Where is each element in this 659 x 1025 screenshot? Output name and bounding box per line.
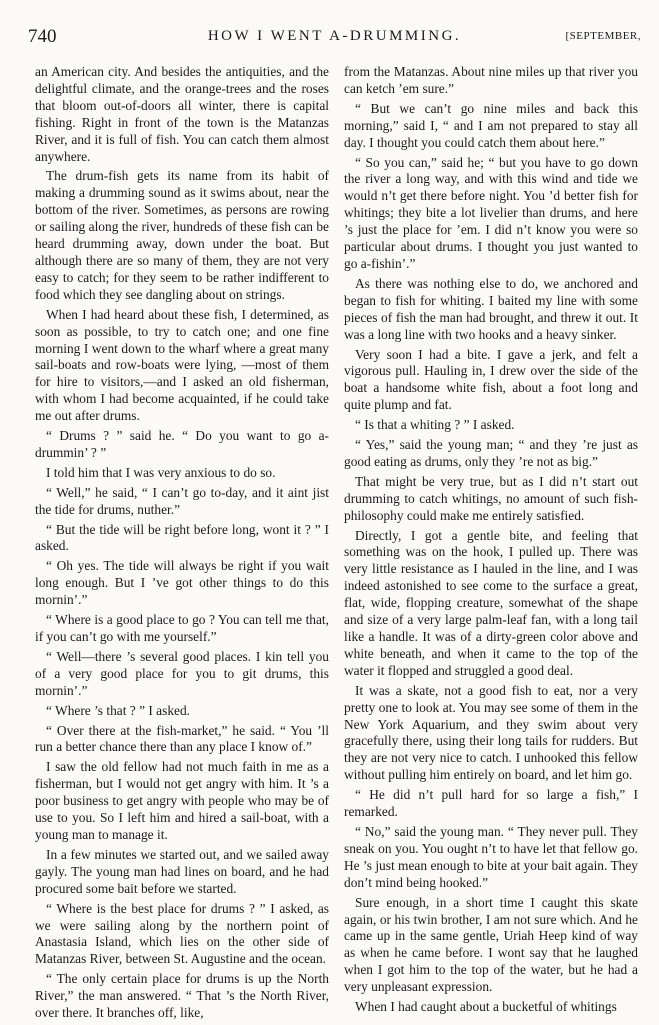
paragraph: “ But we can’t go nine miles and back this morning,” said I, “ and I am not prepared to stay all day. I thought you could catch them about here.” [344, 100, 638, 150]
paragraph: Sure enough, in a short time I caught this skate again, or his twin brother, I am not sure which. And he came up in the same gentle, Uriah Heep kind of way as when he came before. I wont say that he laughed when I got him to the top of the water, but he had a very unpleasant expression. [344, 894, 638, 995]
page-number: 740 [28, 26, 57, 47]
paragraph: Directly, I got a gentle bite, and feeling that something was on the hook, I pulled up. There was very little resistance as I hauled in the line, and I was indeed astonished to see come to the surface a great, flat, wide, flopping creature, somewhat of the shape and size of a very large palm-leaf fan, with a long tail like a handle. It was of a dirty-green color above and white beneath, and when it came to the top of the water it flopped and struggled a good deal. [344, 527, 638, 678]
paragraph: “ Where is a good place to go ? You can tell me that, if you can’t go with me yourself.” [35, 612, 329, 644]
paragraph: “ So you can,” said he; “ but you have to go down the river a long way, and with this wind and tide we would n’t get there before night. You ’d better fish for whitings; they bite a lot livelier than drums, and here ’s just the place for ’em. I did n’t know you were so particular about drums. I thought you just wanted to go a-fishin’.” [344, 154, 638, 271]
running-title: HOW I WENT A-DRUMMING. [207, 28, 462, 44]
paragraph: “ He did n’t pull hard for so large a fish,” I remarked. [344, 787, 638, 820]
issue-month: [SEPTEMBER, [565, 30, 641, 42]
paragraph: “ But the tide will be right before long, wont it ? ” I asked. [35, 521, 329, 554]
paragraph: I told him that I was very anxious to do so. [46, 464, 276, 480]
paragraph: from the Matanzas. About nine miles up that river you can ketch ’em sure.” [344, 64, 638, 96]
right-text-column [344, 64, 638, 1019]
paragraph: “ Over there at the fish-market,” he said. “ You ’ll run a better chance there than any place I know of.” [35, 722, 329, 755]
paragraph: In a few minutes we started out, and we sailed away gayly. The young man had lines on board, and he had procured some bait before we started. [35, 846, 329, 896]
paragraph: “ The only certain place for drums is up the North River,” the man answered. “ That ’s the North River, over there. It branches off, like, [35, 971, 329, 1021]
paragraph: It was a skate, not a good fish to eat, nor a very pretty one to look at. You may see some of them in the New York Aquarium, and they swim about very gracefully there, using their long tails for rudders. But they are not very nice to catch. I unhooked this fellow without pulling him entirely on board, and let him go. [344, 682, 638, 783]
paragraph: “ Is that a whiting ? ” I asked. [355, 417, 515, 433]
paragraph: “ Yes,” said the young man; “ and they ’re just as good eating as drums, only they ’re not as big.” [344, 437, 638, 469]
paragraph: “ Well,” he said, “ I can’t go to-day, and it aint jist the tide for drums, nuther.” [35, 484, 329, 517]
paragraph: I saw the old fellow had not much faith in me as a fisherman, but I would not get angry with him. It ’s a poor business to get angry with people who may be of use to you. So I left him and hired a sail-boat, with a young man to manage it. [35, 759, 329, 842]
paragraph: When I had caught about a bucketful of whitings [355, 999, 617, 1015]
left-text-column [35, 64, 329, 1025]
paragraph: “ Where ’s that ? ” I asked. [46, 702, 191, 718]
paragraph: “ Oh yes. The tide will always be right if you wait long enough. But I ’ve got other things to do this mornin’.” [35, 558, 329, 608]
paragraph: “ Drums ? ” said he. “ Do you want to go a-drummin’ ? ” [35, 428, 329, 460]
paragraph: “ Where is the best place for drums ? ” I asked, as we were sailing along by the northern point of Anastasia Island, which lies on the other side of Matanzas River, between St. Augustine and the ocean. [35, 900, 329, 967]
paragraph: When I had heard about these fish, I determined, as soon as possible, to try to catch one; and one fine morning I went down to the wharf where a great many sail-boats and row-boats were lying, —most of them for hire to visitors,—and I asked an old fisherman, with whom I had become acquainted, if he could take me out after drums. [35, 306, 329, 424]
running-header [28, 22, 641, 48]
paragraph: “ No,” said the young man. “ They never pull. They sneak on you. You ought n’t to have let that fellow go. He ’s just mean enough to bite at your bait again. They don’t mind being hooked.” [344, 823, 638, 890]
paragraph: The drum-fish gets its name from its habit of making a drumming sound as it swims about, near the bottom of the river. Sometimes, as persons are rowing or sailing along the river, hundreds of these fish can be heard drumming away, down under the boat. But although there are so many of them, they are not very easy to catch; for they seem to be rather indifferent to food which they see dangling about on strings. [35, 168, 329, 302]
paragraph: Very soon I had a bite. I gave a jerk, and felt a vigorous pull. Hauling in, I drew over the side of the boat a handsome white fish, about a foot long and quite plump and fat. [344, 346, 638, 413]
paragraph: As there was nothing else to do, we anchored and began to fish for whiting. I baited my line with some pieces of fish the man had brought, and threw it out. It was a long line with two hooks and a heavy sinker. [344, 275, 638, 342]
paragraph: “ Well—there ’s several good places. I kin tell you of a very good place for you to git drums, this mornin’.” [35, 648, 329, 698]
paragraph: That might be very true, but as I did n’t start out drumming to catch whitings, no amount of such fish-philosophy could make me entirely satisfied. [344, 473, 638, 523]
paragraph: an American city. And besides the antiquities, and the delightful climate, and the orange-trees and the roses that bloom out-of-doors all winter, there is capital fishing. Right in front of the town is the Matanzas River, and it is full of fish. You can catch them almost anywhere. [35, 64, 329, 164]
